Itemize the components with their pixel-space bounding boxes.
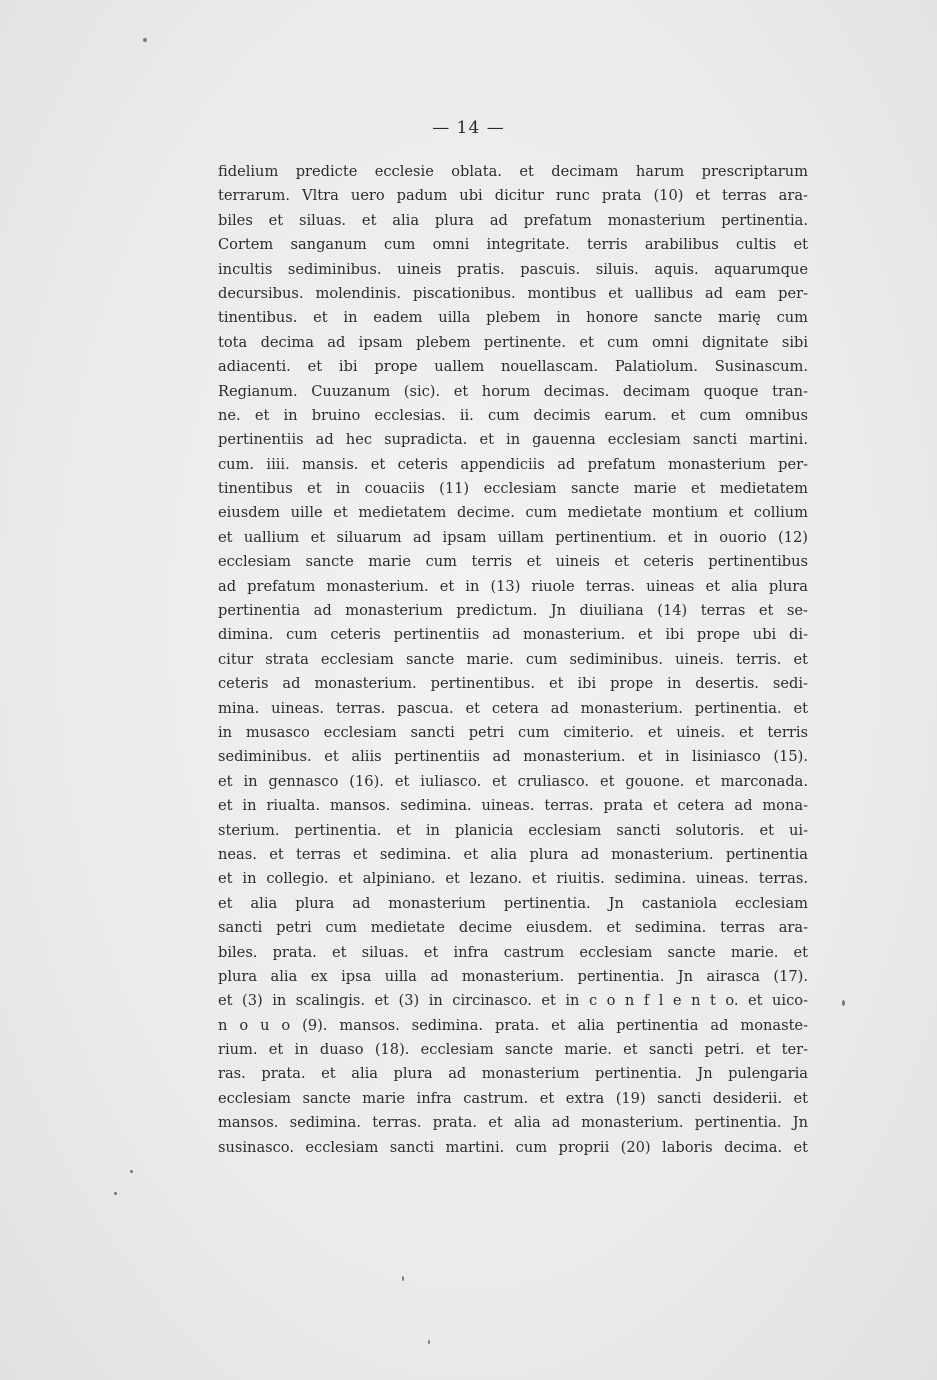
text-line: sancti petri cum medietate decime eiusdem. et sedimina. terras ara-	[218, 919, 808, 937]
paper-speck	[428, 1340, 430, 1344]
text-line: ad prefatum monasterium. et in (13) riuole terras. uineas et alia plura	[218, 577, 808, 595]
text-line: rium. et in duaso (18). ecclesiam sancte marie. et sancti petri. et ter-	[218, 1041, 808, 1059]
text-line: n o u o (9). mansos. sedimina. prata. et alia pertinentia ad monaste-	[218, 1016, 808, 1034]
text-line: mansos. sedimina. terras. prata. et alia ad monasterium. pertinentia. Jn	[218, 1114, 808, 1132]
page-number: — 14 —	[432, 118, 505, 138]
paper-speck	[842, 1000, 845, 1006]
text-line: Regianum. Cuuzanum (sic). et horum decimas. decimam quoque tran-	[218, 382, 808, 400]
text-line: terrarum. Vltra uero padum ubi dicitur runc prata (10) et terras ara-	[218, 187, 808, 205]
paper-speck	[402, 1276, 404, 1281]
text-line: et in gennasco (16). et iuliasco. et cruliasco. et gouone. et marconada.	[218, 772, 808, 790]
text-line: adiacenti. et ibi prope uallem nouellascam. Palatiolum. Susinascum.	[218, 358, 808, 376]
text-line: tota decima ad ipsam plebem pertinente. et cum omni dignitate sibi	[218, 333, 808, 351]
text-line: cum. iiii. mansis. et ceteris appendiciis ad prefatum monasterium per-	[218, 455, 808, 473]
text-line: sediminibus. et aliis pertinentiis ad monasterium. et in lisiniasco (15).	[218, 748, 808, 766]
text-line: dimina. cum ceteris pertinentiis ad monasterium. et ibi prope ubi di-	[218, 626, 808, 644]
text-line: biles. prata. et siluas. et infra castrum ecclesiam sancte marie. et	[218, 943, 808, 961]
text-line: tinentibus. et in eadem uilla plebem in honore sancte marię cum	[218, 309, 808, 327]
text-line: ne. et in bruino ecclesias. ii. cum decimis earum. et cum omnibus	[218, 406, 808, 424]
text-line: pertinentia ad monasterium predictum. Jn diuiliana (14) terras et se-	[218, 602, 808, 620]
text-line: et in riualta. mansos. sedimina. uineas. terras. prata et cetera ad mona-	[218, 797, 808, 815]
text-line: tinentibus et in couaciis (11) ecclesiam sancte marie et medietatem	[218, 480, 808, 498]
text-line: decursibus. molendinis. piscationibus. montibus et uallibus ad eam per-	[218, 284, 808, 302]
paper-speck	[114, 1192, 117, 1195]
text-line: ecclesiam sancte marie cum terris et uineis et ceteris pertinentibus	[218, 553, 808, 571]
text-line: pertinentiis ad hec supradicta. et in gauenna ecclesiam sancti martini.	[218, 431, 808, 449]
text-line: biles et siluas. et alia plura ad prefatum monasterium pertinentia.	[218, 211, 808, 229]
text-line: susinasco. ecclesiam sancti martini. cum proprii (20) laboris decima. et	[218, 1138, 808, 1156]
text-line: ceteris ad monasterium. pertinentibus. et ibi prope in desertis. sedi-	[218, 675, 808, 693]
text-line: et uallium et siluarum ad ipsam uillam pertinentium. et in ouorio (12)	[218, 528, 808, 546]
text-line: ecclesiam sancte marie infra castrum. et extra (19) sancti desiderii. et	[218, 1089, 808, 1107]
text-line: sterium. pertinentia. et in planicia ecclesiam sancti solutoris. et ui-	[218, 821, 808, 839]
text-line: eiusdem uille et medietatem decime. cum medietate montium et collium	[218, 504, 808, 522]
text-line: neas. et terras et sedimina. et alia plura ad monasterium. pertinentia	[218, 845, 808, 863]
text-line: plura alia ex ipsa uilla ad monasterium. pertinentia. Jn airasca (17).	[218, 967, 808, 985]
text-line: fidelium predicte ecclesie oblata. et decimam harum prescriptarum	[218, 163, 808, 180]
text-line: mina. uineas. terras. pascua. et cetera ad monasterium. pertinentia. et	[218, 699, 808, 717]
text-line: incultis sediminibus. uineis pratis. pascuis. siluis. aquis. aquarumque	[218, 260, 808, 278]
text-line: citur strata ecclesiam sancte marie. cum sediminibus. uineis. terris. et	[218, 650, 808, 668]
text-line: Cortem sanganum cum omni integritate. terris arabilibus cultis et	[218, 236, 808, 254]
paper-speck	[130, 1170, 133, 1173]
text-line: et in collegio. et alpiniano. et lezano. et riuitis. sedimina. uineas. terras.	[218, 870, 808, 888]
text-line: ras. prata. et alia plura ad monasterium pertinentia. Jn pulengaria	[218, 1065, 808, 1083]
text-line: et alia plura ad monasterium pertinentia. Jn castaniola ecclesiam	[218, 894, 808, 912]
paper-speck	[143, 38, 147, 42]
text-line: et (3) in scalingis. et (3) in circinasco. et in c o n f l e n t o. et uico-	[218, 992, 808, 1010]
body-text	[218, 160, 808, 1160]
text-line: in musasco ecclesiam sancti petri cum cimiterio. et uineis. et terris	[218, 723, 808, 741]
